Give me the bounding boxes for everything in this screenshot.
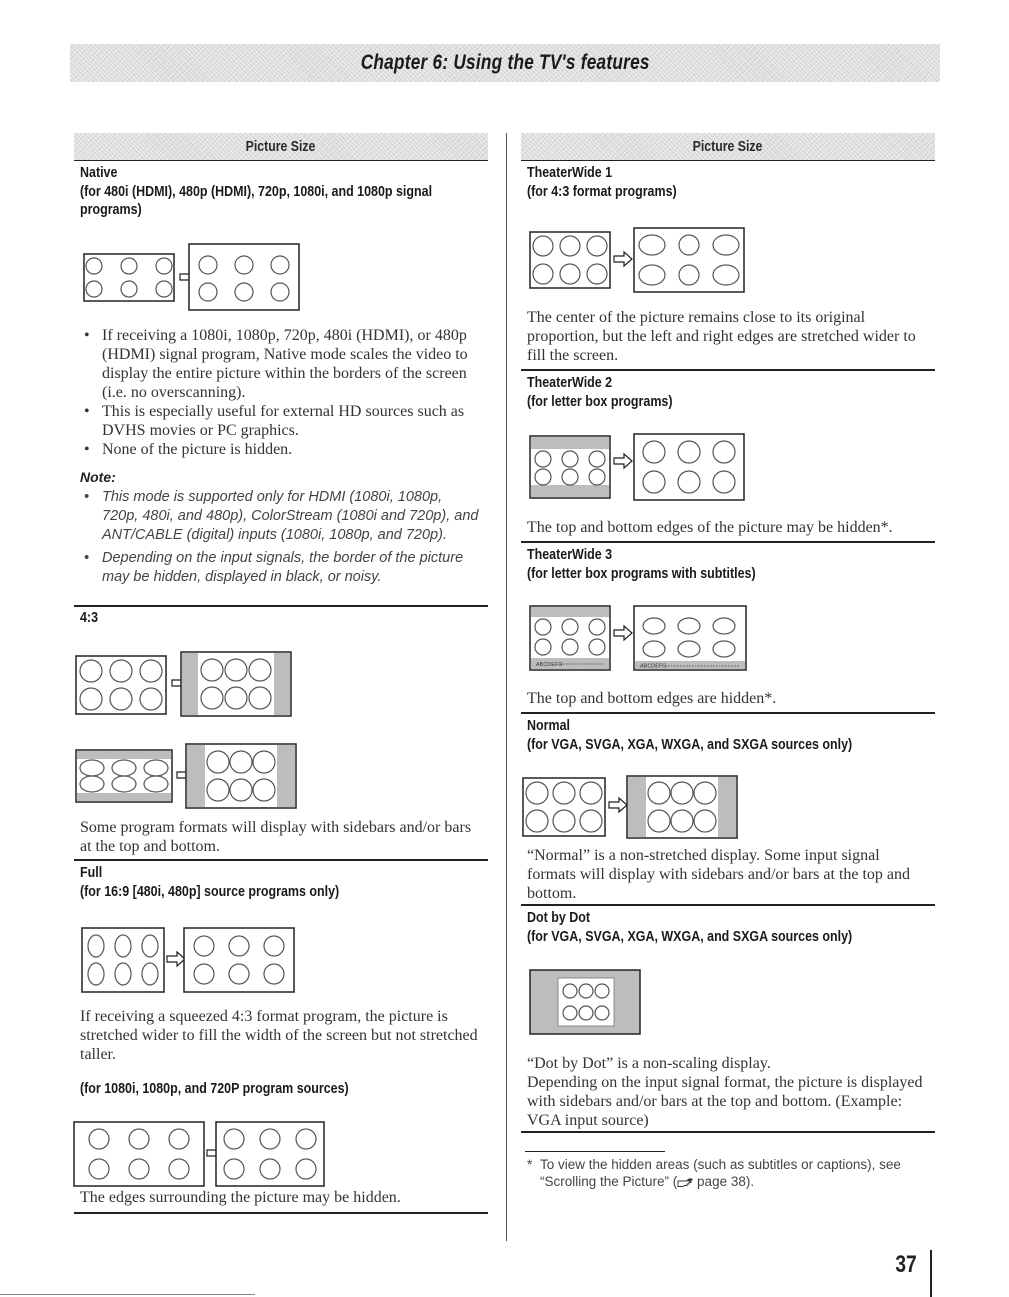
- theaterwide1-subtitle: (for 4:3 format programs): [527, 184, 677, 200]
- normal-title: Normal: [527, 718, 570, 734]
- native-subtitle-line-1: (for 480i (HDMI), 480p (HDMI), 720p, 1080i, and 1080p signal: [80, 184, 433, 200]
- native-subtitle-line-2: programs): [80, 202, 142, 218]
- full-diagram-1: [82, 928, 296, 992]
- note-list: [80, 488, 480, 587]
- left-header-label: Picture Size: [246, 138, 316, 155]
- section-rule: [74, 605, 488, 607]
- normal-diagram: [523, 776, 739, 838]
- four-three-title: 4:3: [80, 610, 99, 626]
- chapter-title: Chapter 6: Using the TV's features: [360, 51, 650, 74]
- dot-by-dot-text-1: “Dot by Dot” is a non-scaling display.: [527, 1055, 771, 1072]
- dot-by-dot-title: Dot by Dot: [527, 910, 591, 926]
- footnote-line-1: To view the hidden areas (such as subtitles or captions), see: [540, 1157, 901, 1172]
- section-rule: [521, 369, 935, 371]
- four-three-text: Some program formats will display with sidebars and/or bars at the top and bottom.: [80, 819, 472, 855]
- page-number: 37: [895, 1251, 917, 1278]
- native-bullet-2: • This is especially useful for external HD sources such as DVHS movies or PC graphics.: [80, 402, 480, 440]
- theaterwide3-subtitle: (for letter box programs with subtitles): [527, 566, 756, 582]
- theaterwide3-title: TheaterWide 3: [527, 547, 613, 563]
- theaterwide1-title: TheaterWide 1: [527, 165, 613, 181]
- theaterwide3-text: The top and bottom edges are hidden*.: [527, 690, 777, 707]
- theaterwide2-subtitle: (for letter box programs): [527, 394, 673, 410]
- dot-by-dot-diagram: [530, 970, 642, 1034]
- theaterwide2-diagram: [530, 434, 746, 500]
- native-bullet-list: [80, 326, 480, 459]
- right-column-header: [521, 133, 935, 161]
- left-column-header: [74, 133, 488, 161]
- caption-sample-text-stretched: ABCDEFG: [640, 663, 667, 670]
- theaterwide2-title: TheaterWide 2: [527, 375, 613, 391]
- pointing-hand-icon: [677, 1177, 693, 1187]
- column-divider: [506, 133, 507, 1241]
- dot-by-dot-subtitle: (for VGA, SVGA, XGA, WXGA, and SXGA sources only): [527, 929, 853, 945]
- theaterwide1-text: The center of the picture remains close to its original proportion, but the left and right edges are stretched wider to fill the screen.: [527, 309, 916, 364]
- note-label: Note:: [80, 469, 116, 485]
- native-diagram: [84, 244, 304, 310]
- full-subtitle-2: (for 1080i, 1080p, and 720P program sources): [80, 1081, 349, 1097]
- normal-subtitle: (for VGA, SVGA, XGA, WXGA, and SXGA sources only): [527, 737, 853, 753]
- theaterwide1-diagram: [530, 228, 746, 292]
- native-bullet-1: • If receiving a 1080i, 1080p, 720p, 480i (HDMI), or 480p (HDMI) signal program, Native mode scales the video to display the entire picture within the borders of the screen (i.e. no overscanning).: [80, 326, 480, 402]
- chapter-banner: [70, 44, 940, 82]
- section-rule: [521, 541, 935, 543]
- left-bottom-rule: [74, 1212, 488, 1214]
- footnote-text-2: “Scrolling the Picture” (: [540, 1174, 678, 1189]
- footnote-line-2: [540, 1173, 940, 1190]
- theaterwide3-diagram: [530, 606, 748, 670]
- full-text: If receiving a squeezed 4:3 format program, the picture is stretched wider to fill the width of the screen but not stretched taller.: [80, 1008, 478, 1063]
- section-rule: [521, 904, 935, 906]
- dot-by-dot-text-2: Depending on the input signal format, the picture is displayed with sidebars and/or bars at the top and bottom. (Example: VGA input source): [527, 1074, 923, 1129]
- full-subtitle: (for 16:9 [480i, 480p] source programs only): [80, 884, 340, 900]
- full-title: Full: [80, 865, 103, 881]
- theaterwide2-text: The top and bottom edges of the picture may be hidden*.: [527, 519, 893, 536]
- native-bullet-3: • None of the picture is hidden.: [80, 440, 480, 459]
- four-three-diagram-1: [76, 652, 292, 716]
- section-rule: [521, 1131, 935, 1133]
- section-rule: [74, 859, 488, 861]
- bottom-edge-rule: [0, 1294, 255, 1295]
- page-number-rule: [930, 1250, 932, 1297]
- note-item-1: • This mode is supported only for HDMI (1080i, 1080p, 720p, 480i, and 480p), ColorStream (1080i and 720p), and ANT/CABLE (digital) inputs (1080i, 1080p, and 720p).: [80, 488, 480, 545]
- caption-sample-text: ABCDEFG: [536, 662, 563, 668]
- four-three-diagram-2: [76, 744, 298, 808]
- note-item-2: • Depending on the input signals, the border of the picture may be hidden, displayed in black, or noisy.: [80, 549, 480, 587]
- footnote-text-3: page 38).: [693, 1174, 755, 1189]
- footnote-marker: *: [527, 1157, 533, 1172]
- section-rule: [521, 712, 935, 714]
- footnote-rule: [525, 1151, 665, 1152]
- right-header-label: Picture Size: [693, 138, 763, 155]
- native-title: Native: [80, 165, 118, 181]
- normal-text: “Normal” is a non-stretched display. Some input signal formats will display with sidebars and/or bars at the top and bottom.: [527, 847, 911, 902]
- full-text-2: The edges surrounding the picture may be hidden.: [80, 1189, 401, 1206]
- full-diagram-2: [74, 1122, 326, 1186]
